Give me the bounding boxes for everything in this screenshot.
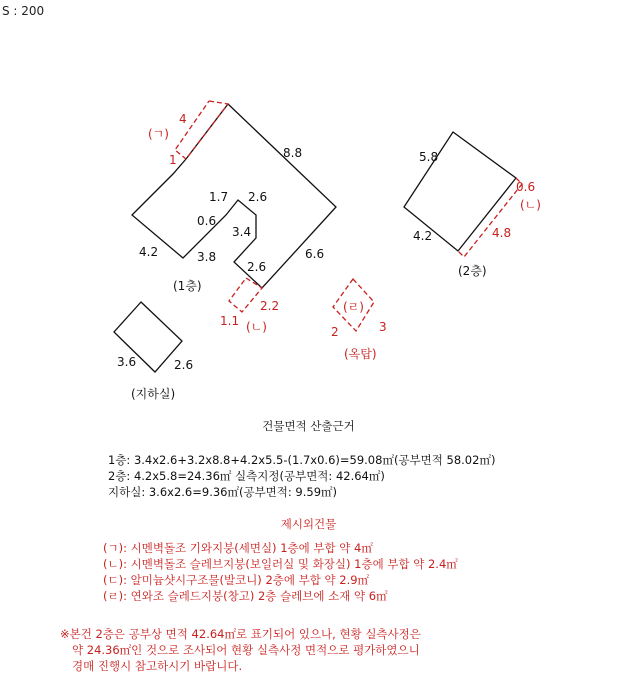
section-title: 건물면적 산출근거 [262,419,355,433]
label-b1-4-2: 4.2 [139,245,159,259]
scale-label: S : 200 [2,4,45,18]
caption-rooftop: (옥탑) [344,347,377,361]
exclusion-list [103,540,613,604]
label-b1-3-4: 3.4 [232,225,252,239]
label-rt-2: 2 [331,325,339,339]
label-b2-0-6: 0.6 [516,180,536,194]
caption-floor2: (2층) [458,264,487,278]
label-b1-1: 1 [169,153,177,167]
label-nieun-floor2: (ㄴ) [520,198,541,212]
exclusion-item: (ㄹ): 연와조 슬레드지붕(창고) 2층 슬레브에 소재 약 6㎡ [103,589,388,603]
label-b1-2-6-bottom: 2.6 [247,260,267,274]
label-b2-4-2: 4.2 [413,229,433,243]
exclusion-title: 제시외건물 [280,517,337,531]
warning-line: 약 24.36㎡인 것으로 조사되어 현황 실측사정 면적으로 평가하였으니 [72,643,420,657]
warning-line: ※본건 2층은 공부상 면적 42.64㎡로 표기되어 있으나, 현황 실측사정은 [60,627,421,641]
label-b1-2-2: 2.2 [260,299,280,313]
exclusion-item: (ㄷ): 알미늄샷시구조물(발코니) 2층에 부합 약 2.9㎡ [103,573,370,587]
label-nieun-floor1: (ㄴ) [246,320,267,334]
label-b1-1-1: 1.1 [220,314,240,328]
label-b2-4-8: 4.8 [492,226,512,240]
exclusion-item: (ㄱ): 시멘벽돌조 기와지붕(세면실) 1층에 부합 약 4㎡ [103,541,373,555]
caption-floor1: (1층) [173,279,202,293]
label-b1-8-8: 8.8 [283,146,303,160]
balcony-outline [458,178,522,257]
warning-line: 경매 진행시 참고하시기 바랍니다. [72,659,243,673]
calc-floor2: 2층: 4.2x5.8=24.36㎡ 실측지정(공부면적: 42.64㎡) [108,469,385,483]
label-b1-0-6: 0.6 [197,214,217,228]
exclusion-item: (ㄴ): 시멘벽돌조 슬레브지붕(보일러실 및 화장실) 1층에 부합 약 2.4㎡ [103,557,458,571]
label-giyeok: (ㄱ) [148,127,169,141]
label-b1-6-6: 6.6 [305,247,325,261]
label-b1-2-6-top: 2.6 [248,190,268,204]
calc-basement: 지하실: 3.6x2.6=9.36㎡(공부면적: 9.59㎡) [108,485,338,499]
label-b2-5-8: 5.8 [419,150,439,164]
calc-floor1: 1층: 3.4x2.6+3.2x8.8+4.2x5.5-(1.7x0.6)=59.08㎡(공부면적 58.02㎡) [108,453,496,467]
label-b1-1-7: 1.7 [209,190,229,204]
label-b1-4: 4 [179,112,187,126]
label-rt-3: 3 [379,320,387,334]
label-digeut-rooftop: (ㄹ) [343,300,364,314]
annex-giyeok-outline [175,101,228,159]
label-bs-3-6: 3.6 [117,355,137,369]
area-calculation [108,452,608,500]
caption-basement: (지하실) [131,387,176,401]
warning-note [60,626,610,674]
label-bs-2-6: 2.6 [174,358,194,372]
label-b1-3-8: 3.8 [197,250,217,264]
